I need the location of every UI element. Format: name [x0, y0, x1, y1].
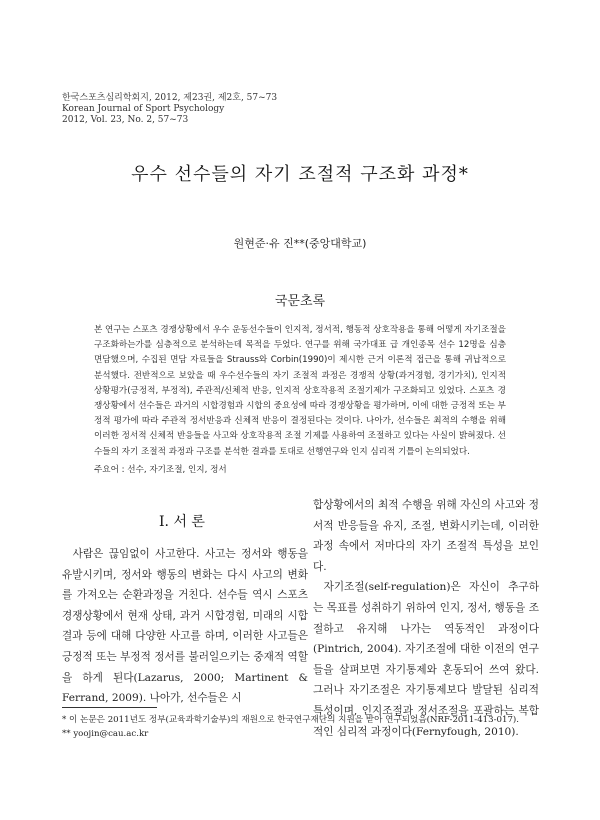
body-paragraph: 합상황에서의 최적 수행을 위해 자신의 사고와 정서적 반응들을 유지, 조절, 변화시키는데, 이러한 과정 속에서 저마다의 자기 조절적 특성을 보인다. — [313, 499, 539, 573]
abstract-heading: 국문초록 — [274, 294, 326, 309]
footnote-funding: * 이 논문은 2011년도 정부(교육과학기술부)의 재원으로 한국연구재단의 지원을 받아 연구되었음(NRF-2011-413-017). — [62, 715, 520, 725]
body-paragraph: 자기조절(self-regulation)은 자신이 추구하는 목표를 성취하기 위하여 인지, 정서, 행동을 조절하고 유지해 나가는 역동적인 과정이다(Pintrich, 2004). 자기조절에 대한 이전의 연구들을 살펴보면 자기통제와 혼동되어 쓰여 왔다. 그러나 자기조절은 자기통제보다 발달된 심리적 특성이며, 인지조절과 정서조절을 포괄하는 복합적인 심리적 과정이다(Fernyfough, 2010). — [313, 581, 539, 738]
body-paragraph: 사람은 끊임없이 사고한다. 사고는 정서와 행동을 유발시키며, 정서와 행동의 변화는 다시 사고의 변화를 가져오는 순환과정을 거친다. 선수들 역시 스포츠 경쟁상황에서 현재 상태, 과거 시합경험, 미래의 시합결과 등에 대해 다양한 사고를 하며, 이러한 사고들은 긍정적 또는 부정적 정서를 불러일으키는 중재적 역할을 하게 된다(Lazarus, 2000; Martinent & Ferrand, 2009). 나아가, 선수들은 시 — [62, 548, 308, 705]
paper-title: 우수 선수들의 자기 조절적 구조화 과정* — [131, 164, 469, 185]
body-column-left — [62, 544, 308, 709]
journal-line-korean: 한국스포츠심리학회지, 2012, 제23권, 제2호, 57~73 — [62, 93, 278, 103]
footnote-email: ** yoojin@cau.ac.kr — [62, 728, 149, 739]
journal-line-english: Korean Journal of Sport Psychology — [62, 104, 225, 114]
footnote-divider — [62, 707, 157, 708]
abstract-body — [94, 323, 506, 460]
author-line: 원현준·유 진**(중앙대학교) — [233, 237, 367, 250]
footnotes — [62, 714, 519, 741]
body-column-right — [313, 495, 539, 742]
journal-line-volume: 2012, Vol. 23, No. 2, 57~73 — [62, 115, 189, 125]
section-heading-introduction: I. 서 론 — [159, 514, 205, 530]
keywords: 주요어 : 선수, 자기조절, 인지, 정서 — [94, 465, 227, 475]
abstract-paragraph: 본 연구는 스포츠 경쟁상황에서 우수 운동선수들이 인지적, 정서적, 행동적 상호작용을 통해 어떻게 자기조절을 구조화하는가를 심층적으로 분석하는데 목적을 두었다. 연구를 위해 국가대표 급 개인종목 선수 12명을 심층 면담했으며, 수집된 면담 자료들을 Strauss와 Corbin(1990)이 제시한 근거 이론적 접근을 통해 귀납적으로 분석했다. 전반적으로 보았을 때 우수선수들의 자기 조절적 과정은 경쟁적 상황(과거경험, 경기가치), 인지적 상황평가(긍정적, 부정적), 주관적/신체적 반응, 인지적 상호작용적 조절기제가 구조화되고 있었다. 스포츠 경쟁상황에서 선수들은 과거의 시합경험과 시합의 중요성에 따라 경쟁상황을 평가하며, 이에 대한 긍정적 또는 부정적 평가에 따라 주관적 정서반응과 신체적 반응이 결정된다는 것이다. 나아가, 선수들은 최적의 수행을 위해 이러한 정서적 신체적 반응들을 사고와 상호작용적 조절 기제를 사용하여 조절하고 있다는 사실이 밝혀졌다. 선수들의 자기 조절적 과정과 구조를 분석한 결과를 토대로 선행연구와 인지 심리적 기틀이 논의되었다. — [94, 325, 506, 457]
journal-citation — [62, 93, 277, 126]
